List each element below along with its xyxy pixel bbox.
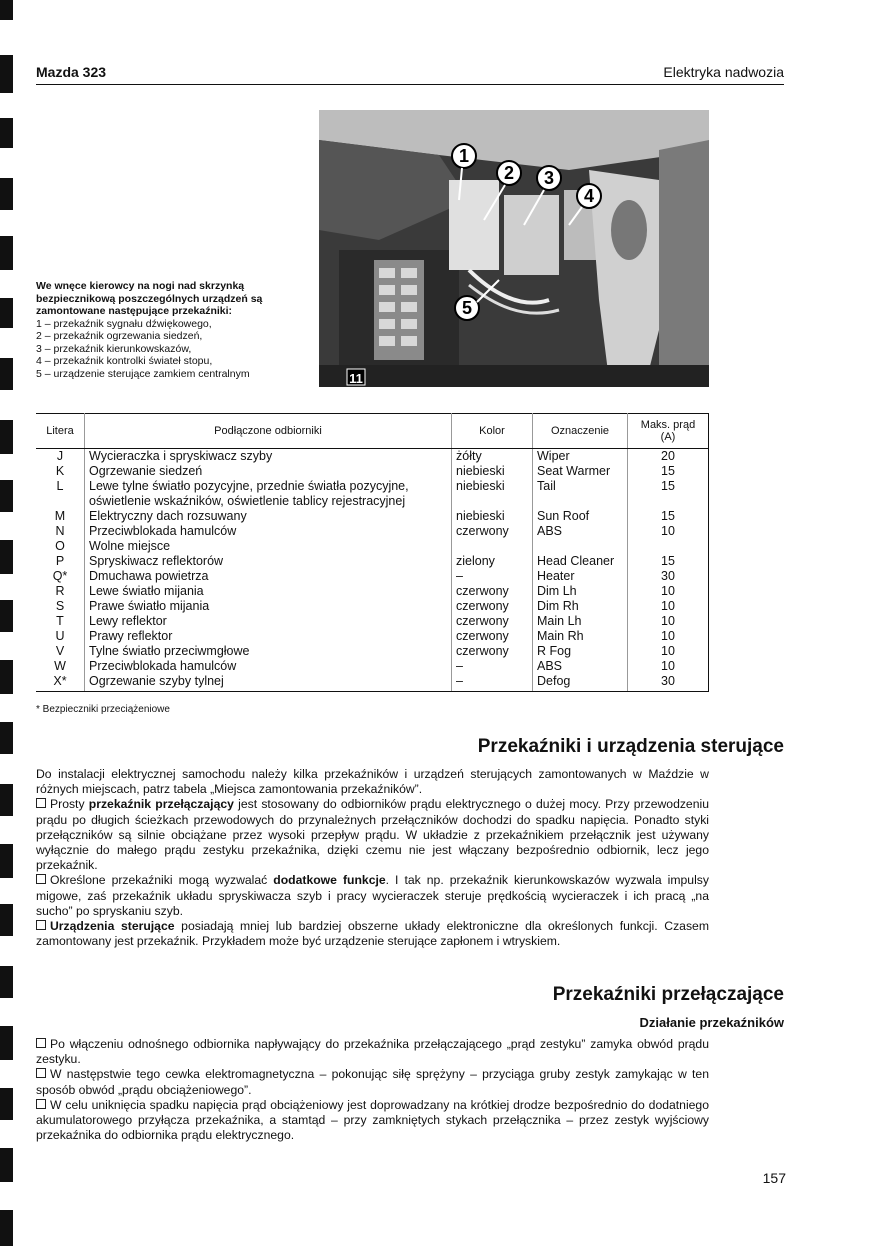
marker-2: 2 <box>503 163 515 183</box>
table-cell: 20 <box>628 449 709 465</box>
table-cell: 10 <box>628 659 709 674</box>
table-cell: 30 <box>628 674 709 692</box>
table-cell: S <box>55 599 65 613</box>
table-row <box>36 674 709 692</box>
col-header: Oznaczenie <box>533 414 628 449</box>
photo-caption <box>36 280 296 380</box>
table-cell: N <box>55 524 65 538</box>
table-cell: Ogrzewanie siedzeń <box>85 464 452 479</box>
table-cell: niebieski <box>452 479 533 509</box>
table-cell: Spryskiwacz reflektorów <box>85 554 452 569</box>
table-cell: ABS <box>533 659 628 674</box>
table-header-row <box>36 414 709 449</box>
table-cell: Lewe tylne światło pozycyjne, przednie światła pozycyjne, oświetlenie wskaźników, oświetlenie tablicy rejestracyjnej <box>85 479 452 509</box>
table-cell: Sun Roof <box>533 509 628 524</box>
table-cell: Tylne światło przeciwmgłowe <box>85 644 452 659</box>
table-cell: żółty <box>452 449 533 465</box>
caption-item: 2 – przekaźnik ogrzewania siedzeń, <box>36 330 203 342</box>
caption-item: 3 – przekaźnik kierunkowskazów, <box>36 342 192 355</box>
table-cell <box>533 539 628 554</box>
col-header: Maks. prąd (A) <box>628 414 709 449</box>
bullet-box-icon <box>36 798 46 808</box>
table-cell: Elektryczny dach rozsuwany <box>85 509 452 524</box>
marker-4: 4 <box>583 186 595 206</box>
table-cell: Przeciwblokada hamulców <box>85 524 452 539</box>
header-right: Elektryka nadwozia <box>663 64 784 80</box>
section-heading: Przekaźniki przełączające <box>552 984 784 1005</box>
table-row <box>36 464 709 479</box>
table-row <box>36 539 709 554</box>
table-cell: – <box>452 659 533 674</box>
table-cell: Lewe światło mijania <box>85 584 452 599</box>
table-cell: 15 <box>628 479 709 509</box>
marker-11: 11 <box>349 371 363 386</box>
page-number: 157 <box>762 1170 786 1186</box>
table-cell: Tail <box>533 479 628 509</box>
table-cell: czerwony <box>452 584 533 599</box>
table-footnote: * Bezpieczniki przeciążeniowe <box>36 704 170 715</box>
paragraph: W celu uniknięcia spadku napięcia prąd obciążeniowy jest doprowadzany na krótkiej drodze bezpośrednio do dodatniego akumulatorowego przyłącza przekaźnika, a stamtąd – przy zamkniętych stykach przełącznika – przez zestyk wyjściowy przekaźnika do odbiornika prądu elektrycznego. <box>36 1097 709 1143</box>
paragraph: W następstwie tego cewka elektromagnetyczna – pokonując siłę sprężyny – przyciąga gruby zestyk zamykając w ten sposób obwód „prądu obciążeniowego”. <box>36 1067 709 1097</box>
table-cell: Main Rh <box>533 629 628 644</box>
col-header: Kolor <box>452 414 533 449</box>
table-cell: W <box>54 659 66 673</box>
table-row <box>36 599 709 614</box>
binding-marks <box>0 0 14 1253</box>
table-cell: zielony <box>452 554 533 569</box>
caption-title: We wnęce kierowcy na nogi nad skrzynką bezpiecznikową poszczególnych urządzeń są zamontowane następujące przekaźniki: <box>36 280 263 317</box>
table-cell: 10 <box>628 599 709 614</box>
table-row <box>36 644 709 659</box>
table-cell: 10 <box>628 629 709 644</box>
table-cell: 30 <box>628 569 709 584</box>
table-cell: Heater <box>533 569 628 584</box>
table-cell: T <box>56 614 64 628</box>
table-cell: czerwony <box>452 644 533 659</box>
table-body <box>36 449 709 692</box>
table-row <box>36 479 709 509</box>
table-row <box>36 509 709 524</box>
table-row <box>36 524 709 539</box>
table-cell: Head Cleaner <box>533 554 628 569</box>
bullet-box-icon <box>36 1068 46 1078</box>
table-cell: Prawe światło mijania <box>85 599 452 614</box>
table-cell: Q* <box>52 569 68 583</box>
table-cell: J <box>56 449 64 463</box>
table-cell: R Fog <box>533 644 628 659</box>
section1-body <box>36 767 709 949</box>
table-cell: X* <box>36 674 85 692</box>
col-header: Podłączone odbiorniki <box>85 414 452 449</box>
relay-photo <box>319 110 709 387</box>
table-cell: Przeciwblokada hamulców <box>85 659 452 674</box>
table-row <box>36 449 709 465</box>
table-cell: Defog <box>533 674 628 692</box>
table-cell: R <box>55 584 65 598</box>
table-row <box>36 659 709 674</box>
table-cell: Dmuchawa powietrza <box>85 569 452 584</box>
table-cell: Dim Rh <box>533 599 628 614</box>
caption-item: 5 – urządzenie sterujące zamkiem centralnym <box>36 367 250 380</box>
section2-body <box>36 1037 709 1143</box>
table-cell: P <box>55 554 65 568</box>
paragraph: Do instalacji elektrycznej samochodu należy kilka przekaźników i urządzeń sterujących zamontowanych w Maździe w różnych miejscach, patrz tabela „Miejsca zamontowania przekaźników”. <box>36 767 709 797</box>
table-cell: – <box>452 674 533 692</box>
table-cell: Wolne miejsce <box>85 539 452 554</box>
page-header <box>36 62 784 85</box>
table-cell: O <box>55 539 65 553</box>
table-cell: Prawy reflektor <box>85 629 452 644</box>
table-row <box>36 554 709 569</box>
relay-table <box>36 413 709 692</box>
table-cell: czerwony <box>452 599 533 614</box>
table-cell: Wiper <box>533 449 628 465</box>
table-row <box>36 569 709 584</box>
table-cell <box>452 539 533 554</box>
table-cell: 15 <box>628 509 709 524</box>
table-row <box>36 614 709 629</box>
table-cell: 10 <box>628 614 709 629</box>
table-cell: K <box>55 464 65 478</box>
table-row <box>36 584 709 599</box>
table-cell: U <box>55 629 65 643</box>
table-cell: Ogrzewanie szyby tylnej <box>85 674 452 692</box>
section-subheading: Działanie przekaźników <box>639 1015 784 1030</box>
table-cell: V <box>55 644 65 658</box>
table-cell: Dim Lh <box>533 584 628 599</box>
table-cell: 10 <box>628 644 709 659</box>
table-cell: czerwony <box>452 629 533 644</box>
table-cell: Lewy reflektor <box>85 614 452 629</box>
table-cell: 10 <box>628 524 709 539</box>
table-cell: czerwony <box>452 524 533 539</box>
table-cell: niebieski <box>452 464 533 479</box>
caption-item: 1 – przekaźnik sygnału dźwiękowego, <box>36 317 212 330</box>
table-cell: 10 <box>628 584 709 599</box>
header-left: Mazda 323 <box>36 64 107 80</box>
caption-item: 4 – przekaźnik kontrolki świateł stopu, <box>36 355 213 367</box>
photo-labels <box>319 110 709 387</box>
bullet-box-icon <box>36 920 46 930</box>
table-cell: Seat Warmer <box>533 464 628 479</box>
paragraph: Urządzenia sterujące posiadają mniej lub bardziej obszerne układy elektroniczne dla określonych funkcji. Czasem zamontowany jest przekaźnik. Przykładem może być urządzenie sterujące zapłonem i wtryskiem. <box>36 919 709 949</box>
table-row <box>36 629 709 644</box>
table-cell: niebieski <box>452 509 533 524</box>
table-cell: – <box>452 569 533 584</box>
marker-1: 1 <box>458 146 470 166</box>
paragraph: Prosty przekaźnik przełączający jest stosowany do odbiorników prądu elektrycznego o dużej mocy. Przy przewodzeniu prądu po długich ścieżkach przewodowych do przynależnych przełączników dochodzi do spadku napięcia. Ponadto styki przełączników są silnie obciążane przez wysoki przepływ prądu. W układzie z przekaźnikiem przełącznik jest używany wyłącznie do małego prądu zestyku przekaźnika, dzięki czemu nie jest włączany bezpośrednio odbiornik, lecz jego przekaźnik. <box>36 797 709 873</box>
table-cell: Main Lh <box>533 614 628 629</box>
marker-5: 5 <box>461 298 473 318</box>
table-cell: czerwony <box>452 614 533 629</box>
table-cell: Wycieraczka i spryskiwacz szyby <box>85 449 452 465</box>
paragraph: Po włączeniu odnośnego odbiornika napływający do przekaźnika przełączającego „prąd zestyku” zamyka obwód prądu zestyku. <box>36 1037 709 1067</box>
paragraph: Określone przekaźniki mogą wyzwalać dodatkowe funkcje. I tak np. przekaźnik kierunkowskazów wyzwala impulsy migowe, zaś przekaźnik układu spryskiwacza szyb i pracy wycieraczek steruje prędkością wycieraczek i ich pracą „na sucho” po spryskaniu szyb. <box>36 873 709 918</box>
marker-3: 3 <box>543 168 555 188</box>
section-heading: Przekaźniki i urządzenia sterujące <box>477 736 784 757</box>
table-cell: ABS <box>533 524 628 539</box>
bullet-box-icon <box>36 874 46 884</box>
table-cell: M <box>54 509 66 523</box>
bullet-box-icon <box>36 1099 46 1109</box>
table-cell: L <box>56 479 64 493</box>
table-cell <box>628 539 709 554</box>
col-header: Litera <box>36 414 85 449</box>
bullet-box-icon <box>36 1038 46 1048</box>
table-cell: 15 <box>628 464 709 479</box>
table-cell: 15 <box>628 554 709 569</box>
